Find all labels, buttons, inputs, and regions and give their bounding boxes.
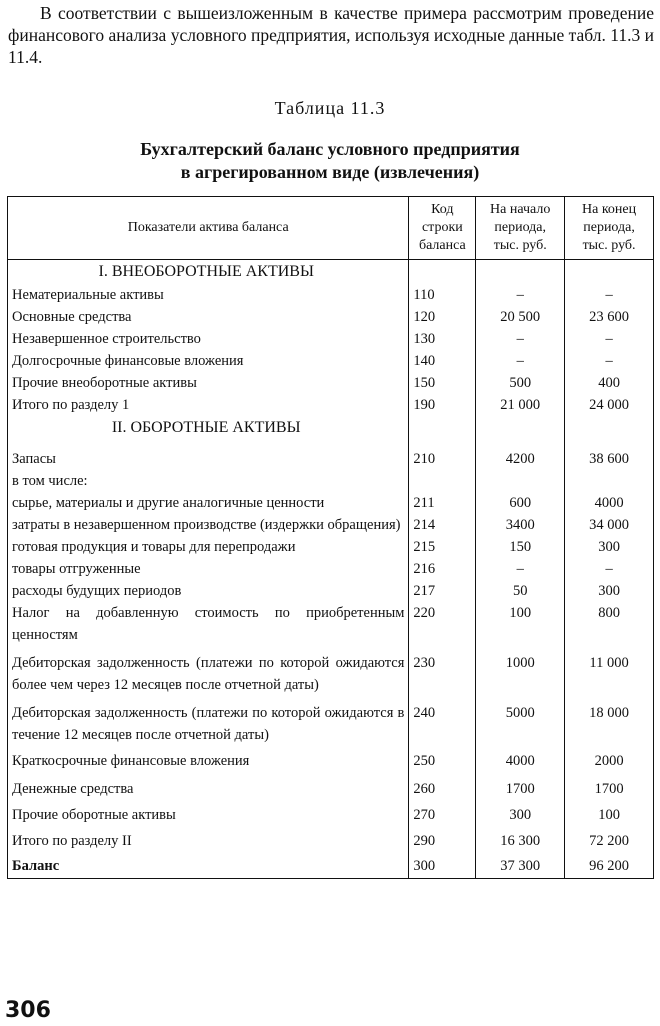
row-start: 600 [476, 492, 565, 514]
row-end: 800 [565, 602, 654, 646]
row-end: 100 [565, 802, 654, 828]
row-end: 24 000 [565, 394, 654, 416]
row-end: – [565, 284, 654, 306]
row-start: 37 300 [476, 854, 565, 879]
row-name: Краткосрочные финансовые вложения [8, 746, 409, 776]
row-name: Незавершенное строительство [8, 328, 409, 350]
table-header-row [8, 197, 654, 260]
row-end: 72 200 [565, 828, 654, 854]
row-code: 140 [409, 350, 476, 372]
table-row [8, 350, 654, 372]
table-title-line-2: в агрегированном виде (извлечения) [180, 162, 480, 182]
row-start: 500 [476, 372, 565, 394]
row-name: Долгосрочные финансовые вложения [8, 350, 409, 372]
table-row [8, 646, 654, 696]
row-start: 21 000 [476, 394, 565, 416]
table-number: Таблица 11.3 [274, 98, 386, 118]
table-row [8, 580, 654, 602]
table-row [8, 440, 654, 470]
row-code: 220 [409, 602, 476, 646]
table-title-line-1: Бухгалтерский баланс условного предприятия [140, 139, 520, 159]
table-row [8, 802, 654, 828]
row-end: – [565, 328, 654, 350]
section-row [8, 260, 654, 285]
row-name: Налог на добавленную стоимость по приобретенным ценностям [8, 602, 409, 646]
row-name: сырье, материалы и другие аналогичные ценности [8, 492, 409, 514]
row-code: 110 [409, 284, 476, 306]
row-name: Итого по разделу 1 [8, 394, 409, 416]
row-start: – [476, 328, 565, 350]
row-end: 11 000 [565, 646, 654, 696]
row-code: 230 [409, 646, 476, 696]
row-name: Дебиторская задолженность (платежи по которой ожидаются в течение 12 месяцев после отчетной даты) [8, 696, 409, 746]
row-code: 270 [409, 802, 476, 828]
header-code: Код строки баланса [409, 197, 476, 260]
table-row [8, 306, 654, 328]
header-indicator: Показатели актива баланса [8, 197, 409, 260]
table-row [8, 828, 654, 854]
intro-paragraph: В соответствии с вышеизложенным в качестве примера рассмотрим проведение финансового анализа условного предприятия, используя исходные данные табл. 11.3 и 11.4. [8, 3, 654, 67]
row-code: 250 [409, 746, 476, 776]
row-name: Основные средства [8, 306, 409, 328]
row-code: 130 [409, 328, 476, 350]
row-end: 23 600 [565, 306, 654, 328]
table-row [8, 514, 654, 536]
row-start: 3400 [476, 514, 565, 536]
table-row [8, 470, 654, 492]
row-start: – [476, 350, 565, 372]
balance-table [7, 196, 654, 879]
row-end: 18 000 [565, 696, 654, 746]
row-end: 2000 [565, 746, 654, 776]
row-code: 290 [409, 828, 476, 854]
table-row [8, 602, 654, 646]
row-name: готовая продукция и товары для перепродажи [8, 536, 409, 558]
row-end: 38 600 [565, 440, 654, 470]
row-start: 16 300 [476, 828, 565, 854]
row-end: 34 000 [565, 514, 654, 536]
table-row [8, 372, 654, 394]
row-start: 150 [476, 536, 565, 558]
header-start: На начало периода, тыс. руб. [476, 197, 565, 260]
row-code: 190 [409, 394, 476, 416]
row-code: 120 [409, 306, 476, 328]
row-end: – [565, 350, 654, 372]
row-end: 300 [565, 580, 654, 602]
row-name: Запасы [8, 440, 409, 470]
row-start: 4000 [476, 746, 565, 776]
table-row [8, 746, 654, 776]
row-code: 215 [409, 536, 476, 558]
section-title: II. ОБОРОТНЫЕ АКТИВЫ [8, 416, 409, 440]
row-end: 300 [565, 536, 654, 558]
row-code: 150 [409, 372, 476, 394]
table-title [0, 138, 660, 184]
row-end: 4000 [565, 492, 654, 514]
row-code: 216 [409, 558, 476, 580]
row-end: 400 [565, 372, 654, 394]
row-name: Прочие оборотные активы [8, 802, 409, 828]
row-start: 4200 [476, 440, 565, 470]
row-name: в том числе: [8, 470, 409, 492]
row-name: расходы будущих периодов [8, 580, 409, 602]
table-row [8, 492, 654, 514]
row-end: 96 200 [565, 854, 654, 879]
table-row [8, 696, 654, 746]
row-code: 240 [409, 696, 476, 746]
table-row [8, 536, 654, 558]
row-start: 300 [476, 802, 565, 828]
row-name: Дебиторская задолженность (платежи по которой ожидаются более чем через 12 месяцев после отчетной даты) [8, 646, 409, 696]
row-name: Баланс [8, 854, 409, 879]
row-code: 211 [409, 492, 476, 514]
row-end: 1700 [565, 776, 654, 802]
row-start: 5000 [476, 696, 565, 746]
row-name: Нематериальные активы [8, 284, 409, 306]
row-code: 300 [409, 854, 476, 879]
table-row [8, 394, 654, 416]
table-row [8, 284, 654, 306]
row-name: Прочие внеоборотные активы [8, 372, 409, 394]
row-end: – [565, 558, 654, 580]
table-row [8, 776, 654, 802]
section-row [8, 416, 654, 440]
row-start: 1000 [476, 646, 565, 696]
section-title: I. ВНЕОБОРОТНЫЕ АКТИВЫ [8, 260, 409, 285]
page-number: 306 [5, 998, 51, 1023]
table-row [8, 328, 654, 350]
header-end: На конец периода, тыс. руб. [565, 197, 654, 260]
row-code: 260 [409, 776, 476, 802]
table-row [8, 854, 654, 879]
row-start: – [476, 558, 565, 580]
row-code: 217 [409, 580, 476, 602]
row-start: 20 500 [476, 306, 565, 328]
row-name: затраты в незавершенном производстве (издержки обращения) [8, 514, 409, 536]
row-name: Итого по разделу II [8, 828, 409, 854]
row-code: 210 [409, 440, 476, 470]
row-code: 214 [409, 514, 476, 536]
row-start: 1700 [476, 776, 565, 802]
row-start: 50 [476, 580, 565, 602]
table-row [8, 558, 654, 580]
row-name: Денежные средства [8, 776, 409, 802]
row-start: 100 [476, 602, 565, 646]
row-start: – [476, 284, 565, 306]
row-name: товары отгруженные [8, 558, 409, 580]
